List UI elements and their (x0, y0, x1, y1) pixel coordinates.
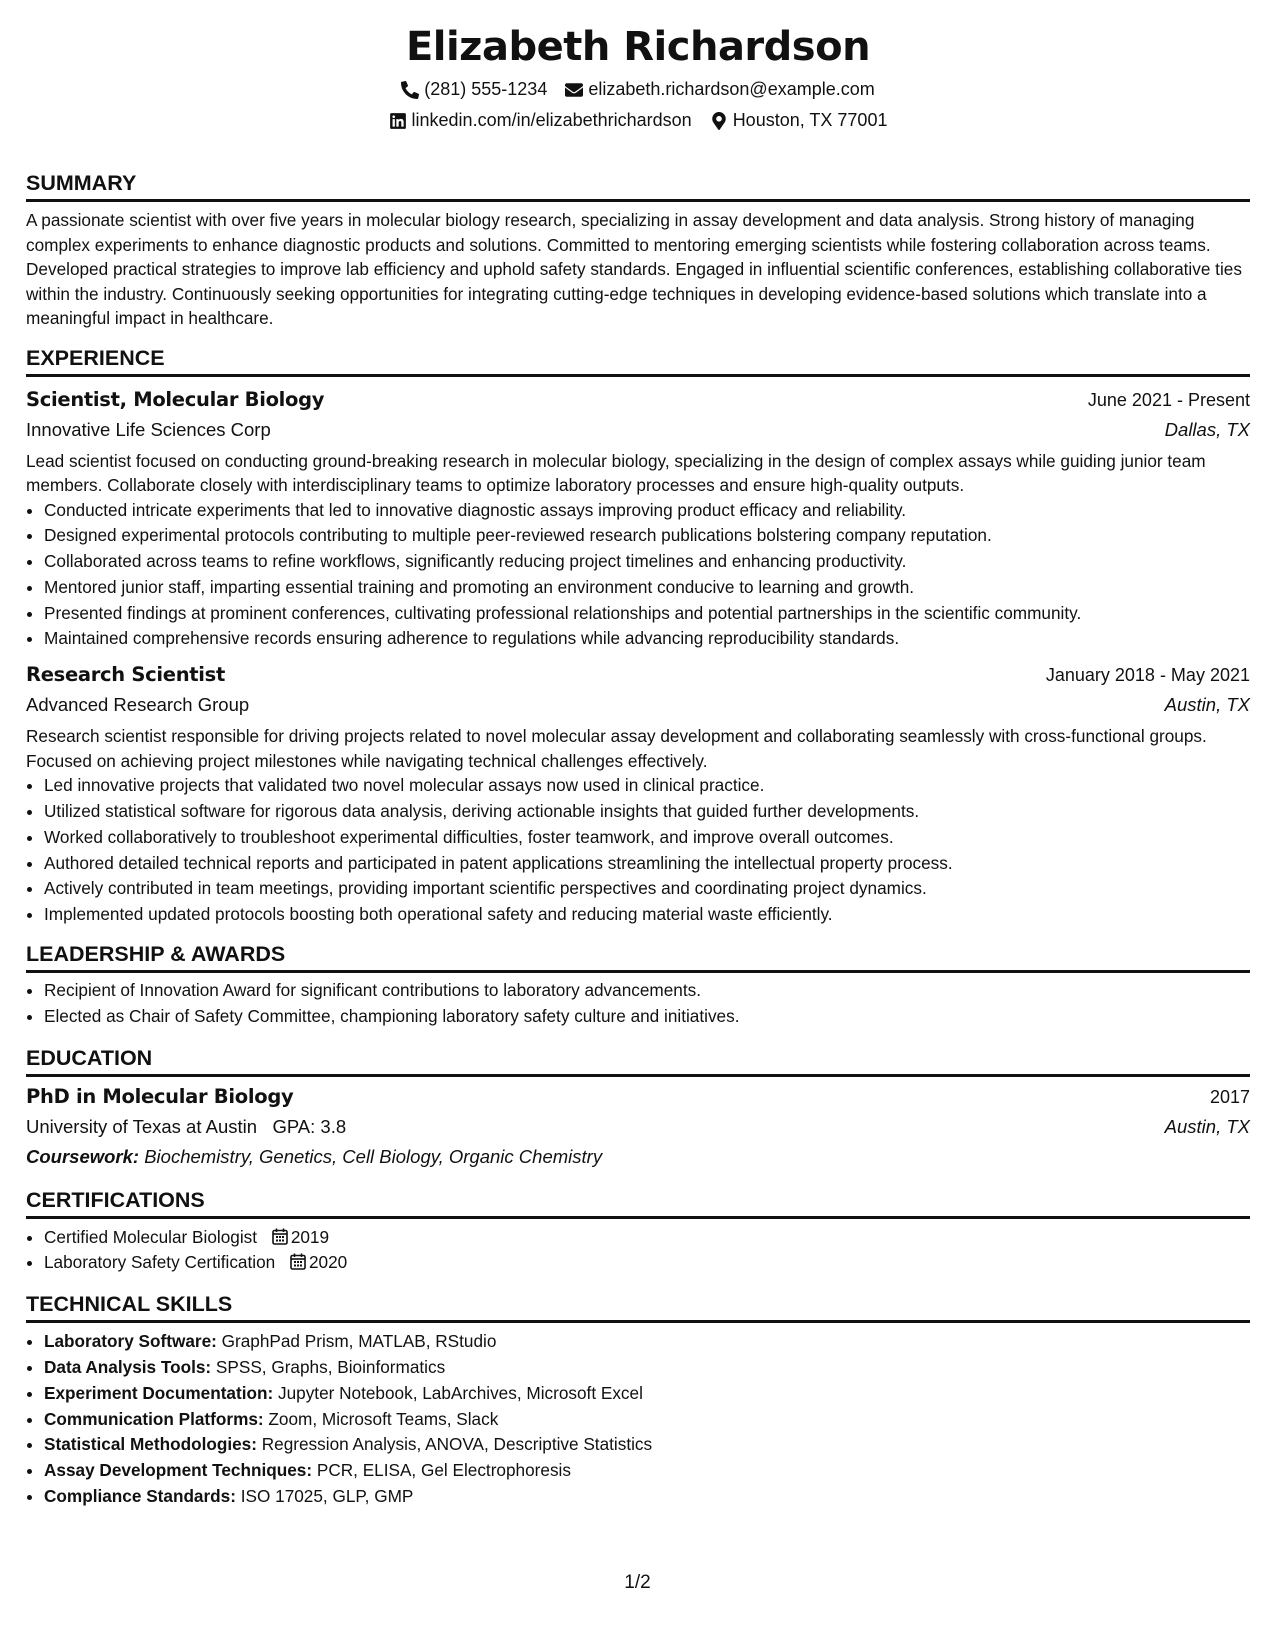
location-text: Houston, TX 77001 (732, 110, 888, 130)
cert-year: 2020 (308, 1252, 348, 1273)
candidate-name: Elizabeth Richardson (405, 24, 871, 70)
resume-page (26, 0, 1250, 1510)
certifications-list (26, 1225, 1250, 1277)
calendar-icon (272, 1228, 288, 1245)
list-item: • Authored detailed technical reports and participated in patent applications streamlining the intellectual property process. (44, 851, 1250, 877)
skill-label: Compliance Standards: (44, 1486, 236, 1507)
map-marker-icon (710, 112, 728, 130)
school-gpa (26, 1112, 346, 1142)
school-location: Austin, TX (1164, 1115, 1250, 1137)
page-number: 1/2 (624, 1572, 651, 1593)
job-dates: January 2018 - May 2021 (1045, 665, 1250, 686)
coursework-list: Biochemistry, Genetics, Cell Biology, Organic Chemistry (144, 1145, 603, 1167)
list-item: • Mentored junior staff, imparting essential training and promoting an environment conducive to learning and growth. (44, 575, 1250, 601)
summary-text: A passionate scientist with over five years in molecular biology research, specializing in assay development and data analysis. Strong history of managing complex experiments to enhance diagnostic products and solutions. Committed to mentoring emerging scientists while fostering collaboration across teams. Developed practical strategies to improve lab efficiency and uphold safety standards. Engaged in influential scientific conferences, establishing collaborative ties within the industry. Continuously seeking opportunities for integrating cutting-edge techniques in developing evidence-based solutions which translate into a meaningful impact in healthcare. (26, 210, 1242, 328)
envelope-icon (565, 81, 583, 99)
skill-label: Data Analysis Tools: (44, 1357, 212, 1378)
list-item (44, 1225, 1250, 1251)
cert-name: Laboratory Safety Certification (44, 1252, 276, 1273)
list-item: • Conducted intricate experiments that led to innovative diagnostic assays improving product efficacy and reliability. (44, 498, 1250, 524)
list-item: • Collaborated across teams to refine workflows, significantly reducing project timelines and enhancing productivity. (44, 549, 1250, 575)
section-title-certifications: CERTIFICATIONS (26, 1186, 1250, 1219)
job-entry (26, 385, 1250, 653)
skill-label: Communication Platforms: (44, 1408, 264, 1429)
coursework-label: Coursework: (26, 1145, 140, 1167)
skill-label: Assay Development Techniques: (44, 1460, 313, 1481)
list-item: • Designed experimental protocols contributing to multiple peer-reviewed research publications bolstering company reputation. (44, 523, 1250, 549)
skill-value: GraphPad Prism, MATLAB, RStudio (221, 1331, 497, 1352)
list-item: • Maintained comprehensive records ensuring adherence to regulations while advancing reproducibility standards. (44, 626, 1250, 652)
cert-year: 2019 (290, 1226, 330, 1247)
list-item (44, 1381, 1250, 1407)
list-item: • Led innovative projects that validated two novel molecular assays now used in clinical practice. (44, 773, 1250, 799)
linkedin-link[interactable]: linkedin.com/in/elizabethrichardson (411, 110, 692, 130)
job-title: Research Scientist (26, 663, 226, 687)
job-title: Scientist, Molecular Biology (26, 387, 325, 411)
job-company: Innovative Life Sciences Corp (26, 418, 271, 440)
skill-value: Jupyter Notebook, LabArchives, Microsoft Excel (277, 1382, 643, 1403)
list-item (44, 1407, 1250, 1433)
section-title-experience: EXPERIENCE (26, 344, 1250, 377)
contact-row-1 (26, 74, 1250, 105)
skill-value: SPSS, Graphs, Bioinformatics (215, 1357, 446, 1378)
list-item (44, 1355, 1250, 1381)
list-item: • Elected as Chair of Safety Committee, championing laboratory safety culture and initiatives. (44, 1004, 1250, 1030)
gpa: GPA: 3.8 (272, 1115, 347, 1137)
list-item (44, 1458, 1250, 1484)
degree-title: PhD in Molecular Biology (26, 1084, 294, 1108)
list-item: • Presented findings at prominent conferences, cultivating professional relationships and potential partnerships in the scientific community. (44, 601, 1250, 627)
job-entry (26, 660, 1250, 928)
skill-label: Laboratory Software: (44, 1331, 217, 1352)
skills-list (26, 1329, 1250, 1510)
contact-phone (401, 74, 547, 105)
job-bullets (26, 498, 1250, 653)
linkedin-icon (389, 112, 407, 130)
job-bullets (26, 773, 1250, 928)
section-title-skills: TECHNICAL SKILLS (26, 1290, 1250, 1323)
education-header (26, 1082, 1250, 1112)
degree-year: 2017 (1209, 1086, 1250, 1107)
contact-row-2 (26, 105, 1250, 136)
job-header (26, 385, 1250, 415)
skill-label: Experiment Documentation: (44, 1382, 274, 1403)
leadership-list (26, 978, 1250, 1030)
phone-icon (401, 81, 419, 99)
job-description: Research scientist responsible for driving projects related to novel molecular assay development and collaborating seamlessly with cross-functional groups. Focused on achieving project milestones while navigating technical challenges effectively. (26, 726, 1207, 771)
contact-location (710, 105, 888, 136)
skill-value: ISO 17025, GLP, GMP (240, 1486, 414, 1507)
skill-value: PCR, ELISA, Gel Electrophoresis (316, 1460, 571, 1481)
job-org-row (26, 690, 1250, 720)
job-header (26, 660, 1250, 690)
contact-linkedin[interactable] (389, 105, 692, 136)
contact-email[interactable] (565, 74, 874, 105)
list-item (44, 1329, 1250, 1355)
list-item (44, 1484, 1250, 1510)
calendar-icon (290, 1253, 306, 1270)
job-location: Austin, TX (1164, 694, 1250, 716)
job-dates: June 2021 - Present (1087, 389, 1250, 410)
list-item: • Utilized statistical software for rigorous data analysis, deriving actionable insights that guided further developments. (44, 799, 1250, 825)
email-link[interactable]: elizabeth.richardson@example.com (588, 79, 875, 99)
phone-text: (281) 555-1234 (424, 79, 548, 99)
job-description: Lead scientist focused on conducting ground-breaking research in molecular biology, specializing in the design of complex assays while guiding junior team members. Collaborate closely with interdisciplinary teams to optimize laboratory processes and ensure high-quality outputs. (26, 450, 1206, 495)
section-title-education: EDUCATION (26, 1044, 1250, 1077)
list-item (44, 1432, 1250, 1458)
skill-value: Zoom, Microsoft Teams, Slack (268, 1408, 499, 1429)
education-org-row (26, 1112, 1250, 1142)
section-title-summary: SUMMARY (26, 169, 1250, 202)
list-item: • Worked collaboratively to troubleshoot experimental difficulties, foster teamwork, and improve overall outcomes. (44, 825, 1250, 851)
section-title-leadership: LEADERSHIP & AWARDS (26, 940, 1250, 973)
list-item: • Recipient of Innovation Award for significant contributions to laboratory advancements. (44, 978, 1250, 1004)
cert-name: Certified Molecular Biologist (44, 1226, 258, 1247)
list-item: • Actively contributed in team meetings, providing important scientific perspectives and coordinating project dynamics. (44, 876, 1250, 902)
skill-label: Statistical Methodologies: (44, 1434, 257, 1455)
job-org-row (26, 415, 1250, 445)
job-company: Advanced Research Group (26, 694, 250, 716)
skill-value: Regression Analysis, ANOVA, Descriptive Statistics (261, 1434, 653, 1455)
list-item: • Implemented updated protocols boosting both operational safety and reducing material waste efficiently. (44, 902, 1250, 928)
job-location: Dallas, TX (1164, 418, 1250, 440)
school-name: University of Texas at Austin (26, 1115, 258, 1137)
coursework (26, 1142, 1250, 1172)
list-item (44, 1250, 1250, 1276)
